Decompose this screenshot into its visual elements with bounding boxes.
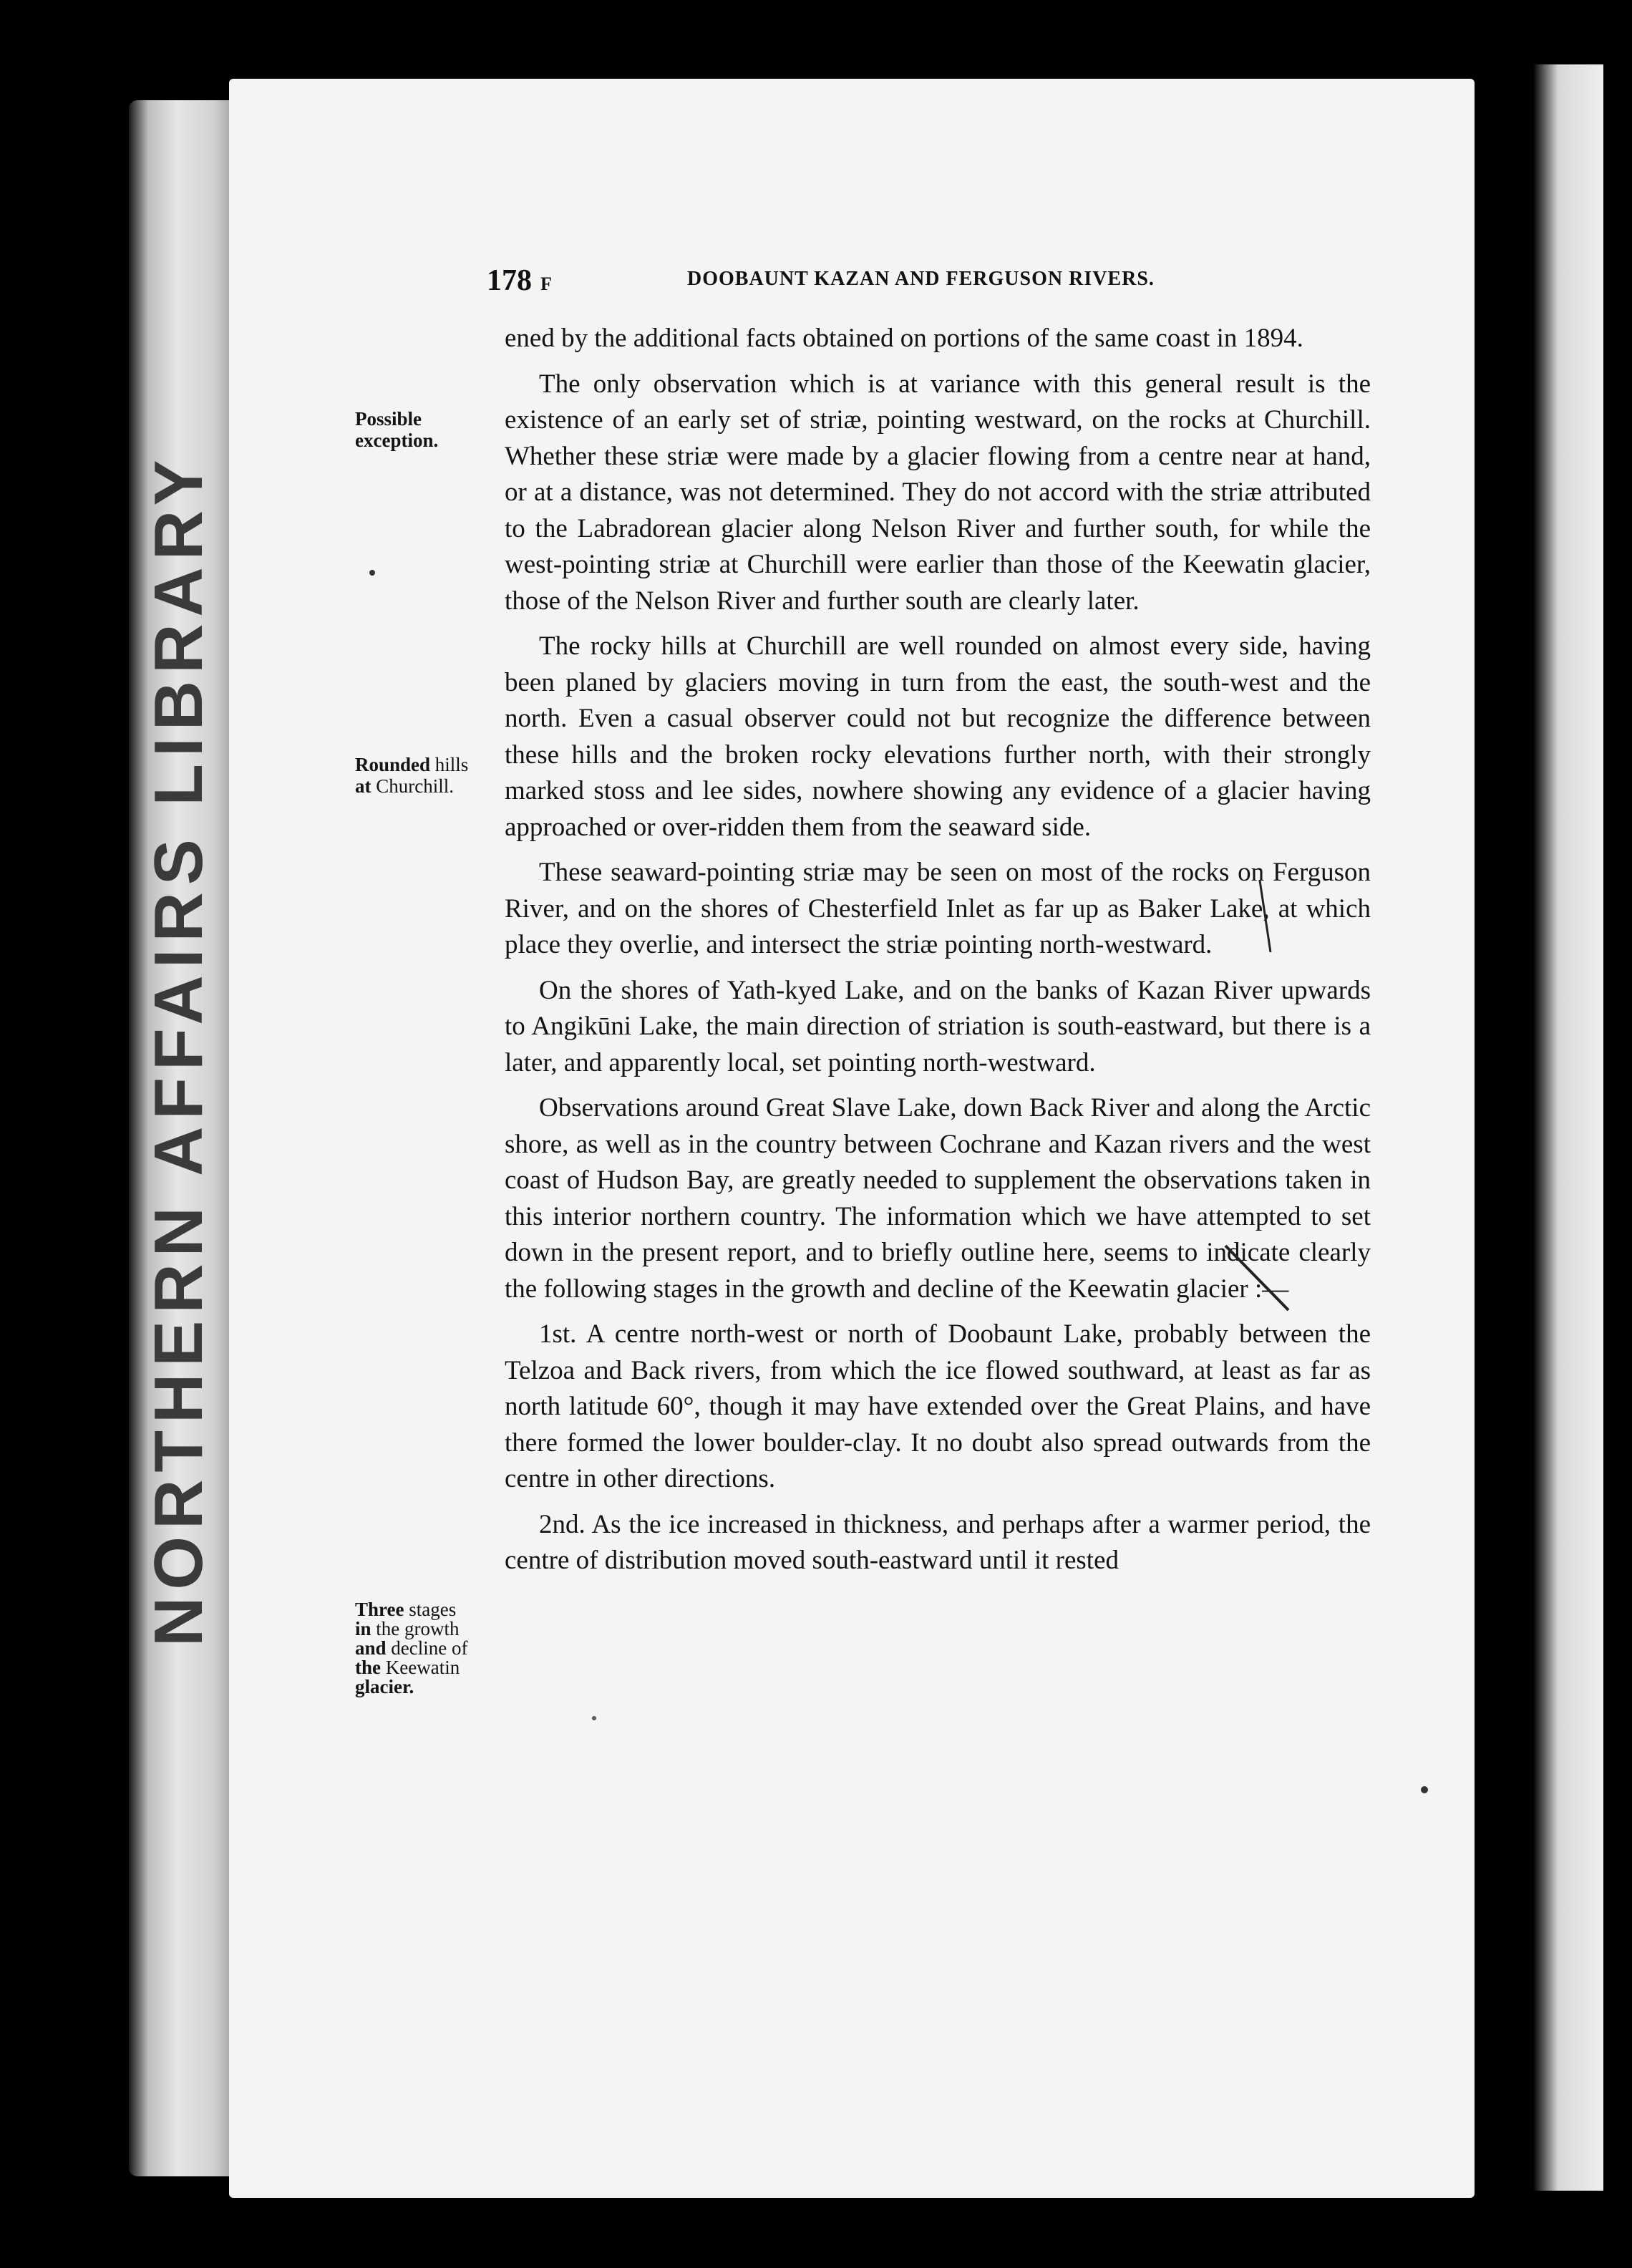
margin-note-three-stages: Three stages in the growth and decline of the Keewatin glacier. (355, 1599, 468, 1697)
pencil-mark (1225, 1246, 1288, 1310)
spine-library-stamp: NORTHERN AFFAIRS LIBRARY (140, 452, 217, 1647)
speck-3 (592, 1716, 596, 1720)
paragraph-first-stage: 1st. A centre north-west or north of Doobaunt Lake, probably between the Telzoa and Back rivers, from which the ice flowed southward, at least as far as north latitude 60°, though it may have extended over the Great Plains, and have there formed the lower boulder-clay. It no doubt also spread outwards from the centre in other directions. (505, 1319, 1371, 1493)
paragraph-second-stage: 2nd. As the ice increased in thickness, and perhaps after a warmer period, the centre of distribution moved south-eastward until it rested (505, 1509, 1371, 1575)
paragraph-yath-kyed: On the shores of Yath-kyed Lake, and on the banks of Kazan River upwards to Angikūni Lake, the main direction of striation is south-eastward, but there is a later, and apparently local, set pointing north-westward. (505, 975, 1371, 1077)
paragraph-seaward-striae: These seaward-pointing striæ may be seen on most of the rocks on Ferguson River, and on the shores of Chesterfield Inlet as far up as Baker Lake, at which place they overlie, and intersect the striæ pointing north-westward. (505, 858, 1371, 959)
speck-2 (1421, 1786, 1428, 1793)
paragraph-rounded-hills: The rocky hills at Churchill are well rounded on almost every side, having been planed by glaciers moving in turn from the east, the south-west and the north. Even a casual observer could not but recognize the difference between these hills and the broken rocky elevations further north, with their strongly marked stoss and lee sides, nowhere showing any evidence of a glacier having approached or over-ridden them from the seaward side. (505, 631, 1371, 842)
paragraph-continuation: ened by the additional facts obtained on portions of the same coast in 1894. (505, 324, 1303, 353)
paragraph-variance: The only observation which is at variance with this general result is the existence of an early set of striæ, pointing westward, on the rocks at Churchill. Whether these striæ were made by a glacier flowing from a centre near at hand, or at a distance, was not determined. They do not accord with the striæ attributed to the Labradorean glacier along Nelson River and further south, for while the west-pointing striæ at Churchill were earlier than those of the Keewatin glacier, those of the Nelson River and further south are clearly later. (505, 369, 1371, 616)
speck (369, 570, 375, 576)
page-number: 178 F (487, 264, 552, 297)
running-title: DOOBAUNT KAZAN AND FERGUSON RIVERS. (687, 268, 1155, 290)
paragraph-observations: Observations around Great Slave Lake, down Back River and along the Arctic shore, as well as in the country between Cochrane and Kazan rivers and the west coast of Hudson Bay, are greatly needed to supplement the observations taken in this interior northern country. The information which we have attempted to set down in the present report, and to briefly outline here, seems to indicate clearly the following stages in the growth and decline of the Keewatin glacier :— (505, 1093, 1371, 1304)
margin-note-rounded-hills: Rounded hills at Churchill. (355, 754, 469, 797)
margin-note-possible-exception: Possible exception. (355, 408, 439, 451)
pencil-mark-2 (1260, 881, 1271, 952)
